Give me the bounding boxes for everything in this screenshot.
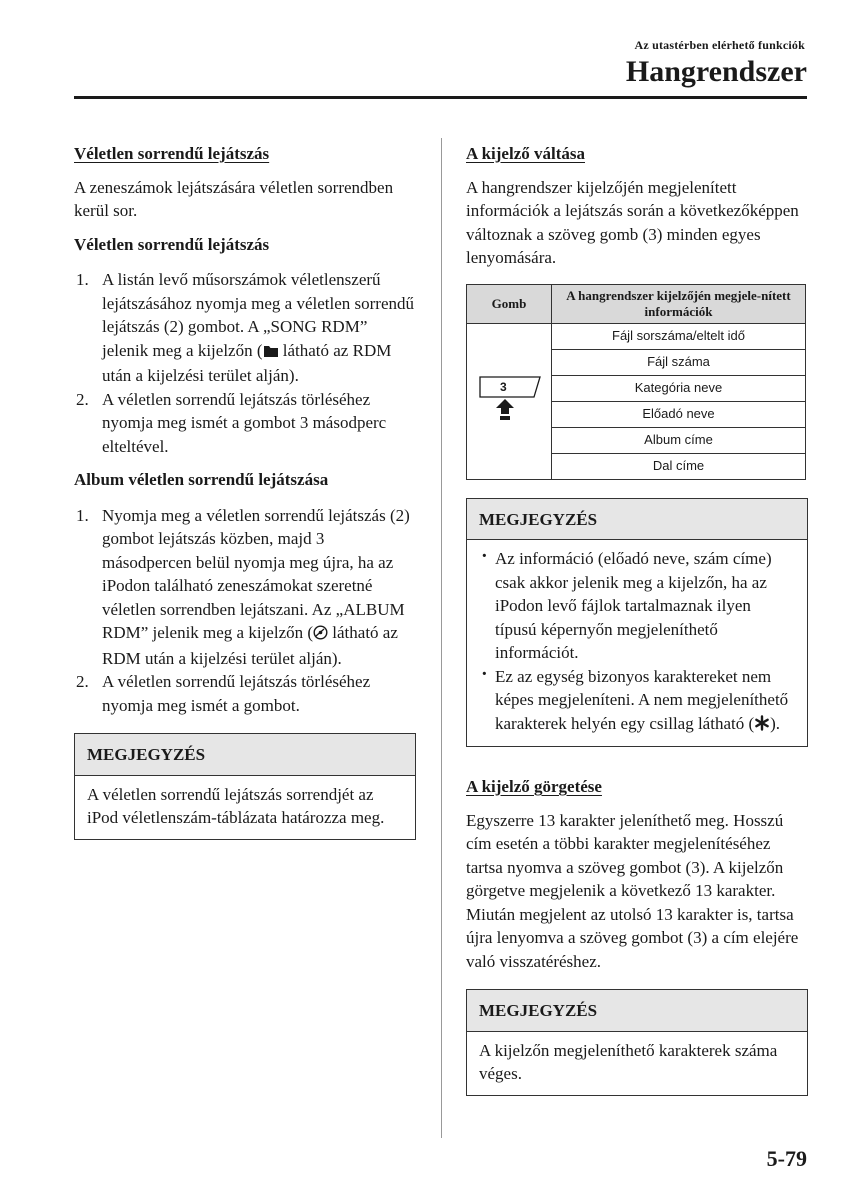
random-play-steps xyxy=(74,268,416,458)
table-cell: Dal címe xyxy=(552,453,806,479)
note-heading: MEGJEGYZÉS xyxy=(75,734,415,776)
table-cell: Fájl száma xyxy=(552,349,806,375)
note-box-display xyxy=(466,498,808,748)
text-button-3-icon xyxy=(474,380,544,428)
header-rule xyxy=(74,96,807,99)
list-item: 1. Nyomja meg a véletlen sorrendű lejátszás (2) gombot lejátszás közben, majd 3 másodpercen belül nyomja meg újra, ha az iPodon található zeneszámokat szeretné véletlen sorrendben lejátszani. Az „ALBUM RDM” jelenik meg a kijelzőn ( látható az RDM után a kijelzési terület alján). xyxy=(76,505,410,668)
running-header: Az utastérben elérhető funkciók xyxy=(634,38,805,52)
page-title: Hangrendszer xyxy=(625,55,807,88)
svg-text:3: 3 xyxy=(500,380,507,394)
left-column xyxy=(74,142,416,840)
random-play-intro: A zeneszámok lejátszására véletlen sorrendben kerül sor. xyxy=(74,177,394,220)
list-item: 1. A listán levő műsorszámok véletlenszerű lejátszásához nyomja meg a véletlen sorrendű lejátszás (2) gombot. A „SONG RDM” jelenik meg a kijelzőn ( látható az RDM után a kijelzési terület alján). xyxy=(76,270,415,385)
display-switch-intro: A hangrendszer kijelzőjén megjelenített információk a lejátszás során a következőképpen változnak a szöveg gomb (3) minden egyes lenyomására. xyxy=(466,177,799,267)
album-random-steps xyxy=(74,504,416,718)
note-body: A kijelzőn megjeleníthető karakterek száma véges. xyxy=(479,1040,778,1083)
asterisk-icon xyxy=(754,714,770,738)
table-cell: Előadó neve xyxy=(552,401,806,427)
note-body xyxy=(467,540,807,746)
section-title-scroll: A kijelző görgetése xyxy=(466,777,602,796)
subsection-title-random-play: Véletlen sorrendű lejátszás xyxy=(74,234,270,254)
note-box-scroll xyxy=(466,989,808,1096)
note-heading: MEGJEGYZÉS xyxy=(467,990,807,1032)
list-item: 2. A véletlen sorrendű lejátszás törléséhez nyomja meg ismét a gombot. xyxy=(76,672,371,715)
note-bullet: · Ez az egység bizonyos karaktereket nem képes megjeleníteni. A nem megjeleníthető karakterek helyén egy csillag látható ( ). xyxy=(479,665,795,738)
table-cell: Kategória neve xyxy=(552,375,806,401)
button-illustration-cell xyxy=(467,323,552,479)
subsection-title-album-random: Album véletlen sorrendű lejátszása xyxy=(74,470,329,489)
display-info-table xyxy=(466,284,806,480)
note-body: A véletlen sorrendű lejátszás sorrendjét az iPod véletlenszám-táblázata határozza meg. xyxy=(87,784,385,827)
column-divider xyxy=(441,138,442,1138)
page-number: 5-79 xyxy=(766,1146,807,1171)
table-header-button: Gomb xyxy=(467,284,552,323)
table-row xyxy=(467,323,806,349)
folder-icon xyxy=(263,341,279,365)
list-item: 2. A véletlen sorrendű lejátszás törléséhez nyomja meg ismét a gombot 3 másodperc elteltével. xyxy=(76,389,387,456)
table-cell: Fájl sorszáma/eltelt idő xyxy=(552,323,806,349)
album-disc-icon xyxy=(313,623,328,647)
right-column xyxy=(466,142,808,1096)
note-bullet: · Az információ (előadó neve, szám címe) csak akkor jelenik meg a kijelzőn, ha az iPodon levő fájlok tartalmaznak ilyen típusú képernyőn megjeleníthető információt. xyxy=(479,547,795,665)
note-heading: MEGJEGYZÉS xyxy=(467,499,807,541)
table-cell: Album címe xyxy=(552,427,806,453)
table-header-info: A hangrendszer kijelzőjén megjele-nített információk xyxy=(552,284,806,323)
section-title-display-switch: A kijelző váltása xyxy=(466,144,585,163)
note-box-left xyxy=(74,733,416,840)
section-title-random-play: Véletlen sorrendű lejátszás xyxy=(74,144,270,163)
scroll-body: Egyszerre 13 karakter jeleníthető meg. Hosszú cím esetén a többi karakter megjelenítéséhez tartsa nyomva a szöveg gombot (3). A kijelzőn görgetve megjelenik a következő 13 karakter. Miután megjelent az utolsó 13 karakter is, tartsa újra lenyomva a szöveg gombot (3) a cím elejére való visszatéréshez. xyxy=(466,810,799,971)
